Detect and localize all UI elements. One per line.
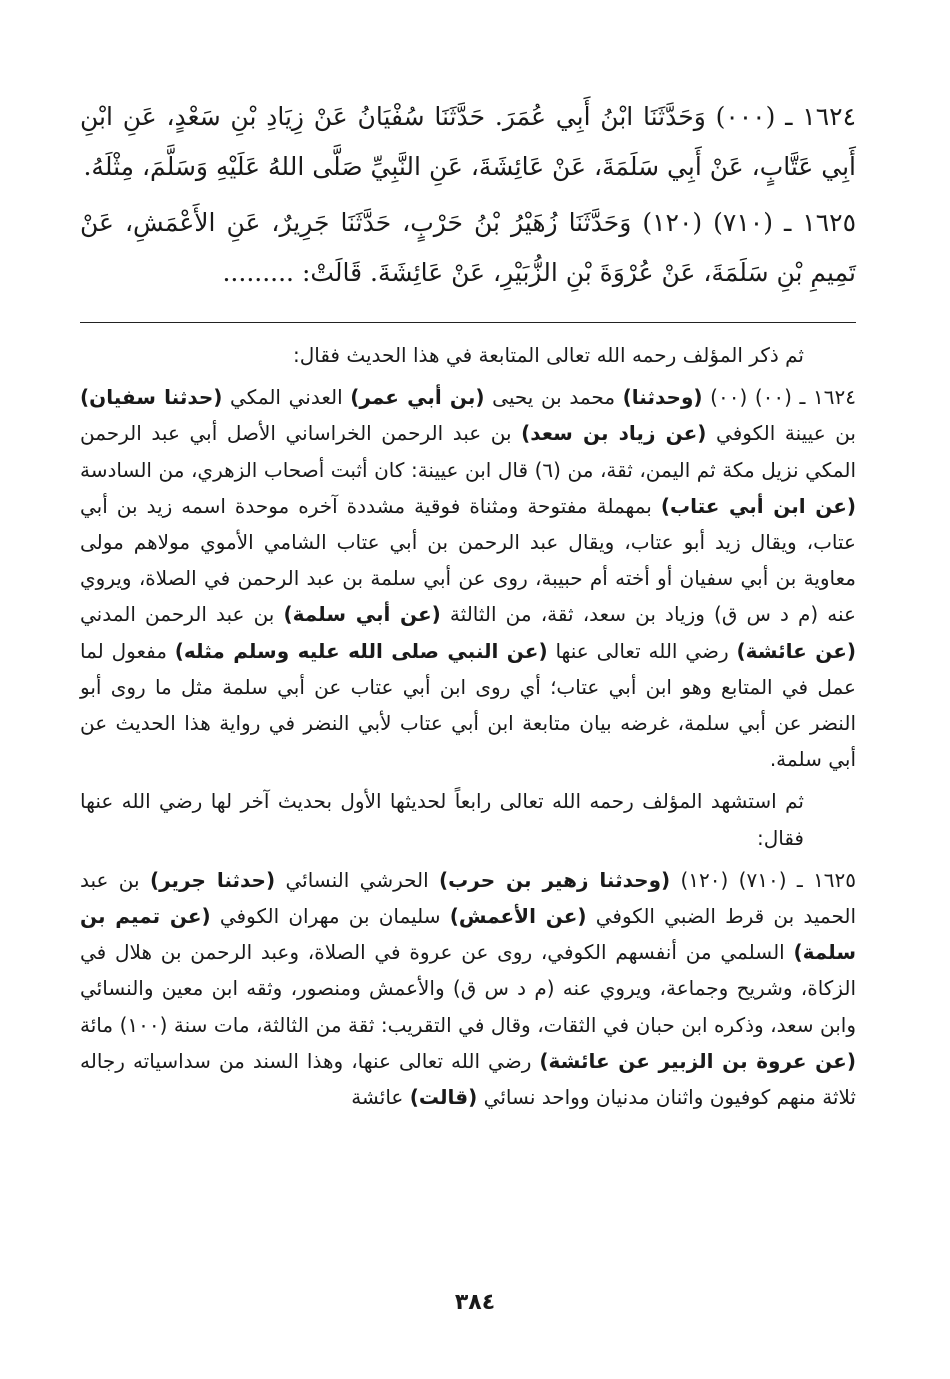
bold-quoted-segment: (عن تميم بن سلمة) xyxy=(80,904,856,965)
bold-quoted-segment: (وحدثنا زهير بن حرب) xyxy=(439,867,671,892)
commentary-segment: محمد بن يحيى xyxy=(484,385,623,410)
page-number: ٣٨٤ xyxy=(454,1290,496,1315)
bold-quoted-segment: (حدثنا سفيان) xyxy=(80,385,223,410)
hadith-1624-text: ١٦٢٤ ـ (٠٠٠) وَحَدَّثَنَا ابْنُ أَبِي عُمَرَ. حَدَّثَنَا سُفْيَانُ عَنْ زِيَادِ بْنِ سَعْدٍ، عَنِ ابْنِ أَبِي عَتَّابٍ، عَنْ أَبِي سَلَمَةَ، عَنْ عَائِشَةَ، عَنِ النَّبِيِّ صَلَّى اللهُ عَلَيْهِ وَسَلَّمَ، مِثْلَهُ. xyxy=(80,102,856,181)
bold-quoted-segment: (عن عائشة) xyxy=(736,638,857,663)
commentary-segment: ١٦٢٥ ـ (٧١٠) (١٢٠) xyxy=(670,867,857,892)
commentary-paragraph-1624 xyxy=(80,379,856,777)
commentary-segment: بمهملة مفتوحة ومثناة فوقية مشددة آخره موحدة اسمه زيد بن أبي عتاب، ويقال زيد أبو عتاب، ويقال عبد الرحمن بن أبي عتاب الشامي الأموي مولاهم مولى معاوية بن أبي سفيان أو أخته أم حبيبة، روى عن أبي سلمة بن عبد الرحمن في الصلاة، ويروي عنه (م د س ق) وزياد بن سعد، ثقة، من الثالثة xyxy=(80,493,856,627)
commentary-segment: بن عبد الحميد بن قرط الضبي الكوفي xyxy=(80,867,857,929)
bold-quoted-segment: (عن زياد بن سعد) xyxy=(521,421,707,446)
commentary-intro-1: ثم ذكر المؤلف رحمه الله تعالى المتابعة في هذا الحديث فقال: xyxy=(292,343,804,367)
commentary-segment: مفعول لما عمل في المتابع وهو ابن أبي عتاب؛ أي روى ابن أبي عتاب عن أبي سلمة مثل ما روى أبو النضر عن أبي سلمة، غرضه بيان متابعة ابن أبي عتاب لأبي النضر في رواية هذا الحديث عن أبي سلمة. xyxy=(80,638,856,772)
bold-quoted-segment: (قالت) xyxy=(409,1085,478,1110)
bold-quoted-segment: (عن الأعمش) xyxy=(449,904,587,929)
commentary-segment: عائشة xyxy=(351,1085,410,1110)
footnote-separator xyxy=(80,322,856,323)
commentary-segment: الحرشي النسائي xyxy=(275,867,440,892)
commentary-segment: ١٦٢٤ ـ (٠٠) (٠٠) xyxy=(702,385,856,410)
commentary-segment: العدني المكي xyxy=(222,385,351,410)
commentary-segment: بن عيينة الكوفي xyxy=(706,421,856,446)
commentary-segment: رضي الله تعالى عنها، وهذا السند من سداسياته رجاله ثلاثة منهم كوفيون واثنان مدنيان وواحد نسائي xyxy=(80,1048,856,1110)
bold-quoted-segment: (عن ابن أبي عتاب) xyxy=(660,493,856,518)
commentary-segment: بن عبد الرحمن المدني xyxy=(80,602,284,627)
commentary-segment: بن عبد الرحمن الخراساني الأصل أبي عبد الرحمن المكي نزيل مكة ثم اليمن، ثقة، من (٦) قال ابن عيينة: كان أثبت أصحاب الزهري، من السادسة xyxy=(80,421,856,482)
book-page xyxy=(80,92,856,1352)
bold-quoted-segment: (وحدثنا) xyxy=(622,385,703,410)
bold-quoted-segment: (عن عروة بن الزبير عن عائشة) xyxy=(539,1048,856,1073)
commentary-paragraph-1625 xyxy=(80,862,856,1115)
bold-quoted-segment: (حدثنا جرير) xyxy=(149,867,276,892)
hadith-1625-text: ١٦٢٥ ـ (٧١٠) (١٢٠) وَحَدَّثَنَا زُهَيْرُ بْنُ حَرْبٍ، حَدَّثَنَا جَرِيرٌ، عَنِ الأَعْمَشِ، عَنْ تَمِيمِ بْنِ سَلَمَةَ، عَنْ عُرْوَةَ بْنِ الزُّبَيْرِ، عَنْ عَائِشَةَ. قَالَتْ: ......... xyxy=(80,208,856,287)
bold-quoted-segment: (عن أبي سلمة) xyxy=(283,602,441,627)
commentary-segment: رضي الله تعالى عنها xyxy=(547,638,737,663)
commentary-segment: سليمان بن مهران الكوفي xyxy=(210,904,450,929)
commentary-segment: السلمي من أنفسهم الكوفي، روى عن عروة في الصلاة، وعبد الرحمن بن هلال في الزكاة، وشريح وجماعة، ويروي عنه (م د س ق) والأعمش ومنصور، وثقه ابن معين والنسائي وابن سعد، وذكره ابن حبان في الثقات، وقال في التقريب: ثقة من الثالثة، مات سنة (١٠٠) مائة xyxy=(80,940,856,1037)
bold-quoted-segment: (عن النبي صلى الله عليه وسلم مثله) xyxy=(174,638,548,663)
commentary-intro-2: ثم استشهد المؤلف رحمه الله تعالى رابعاً لحديثها الأول بحديث آخر لها رضي الله عنها فقال: xyxy=(80,789,804,850)
bold-quoted-segment: (بن أبي عمر) xyxy=(350,385,485,410)
